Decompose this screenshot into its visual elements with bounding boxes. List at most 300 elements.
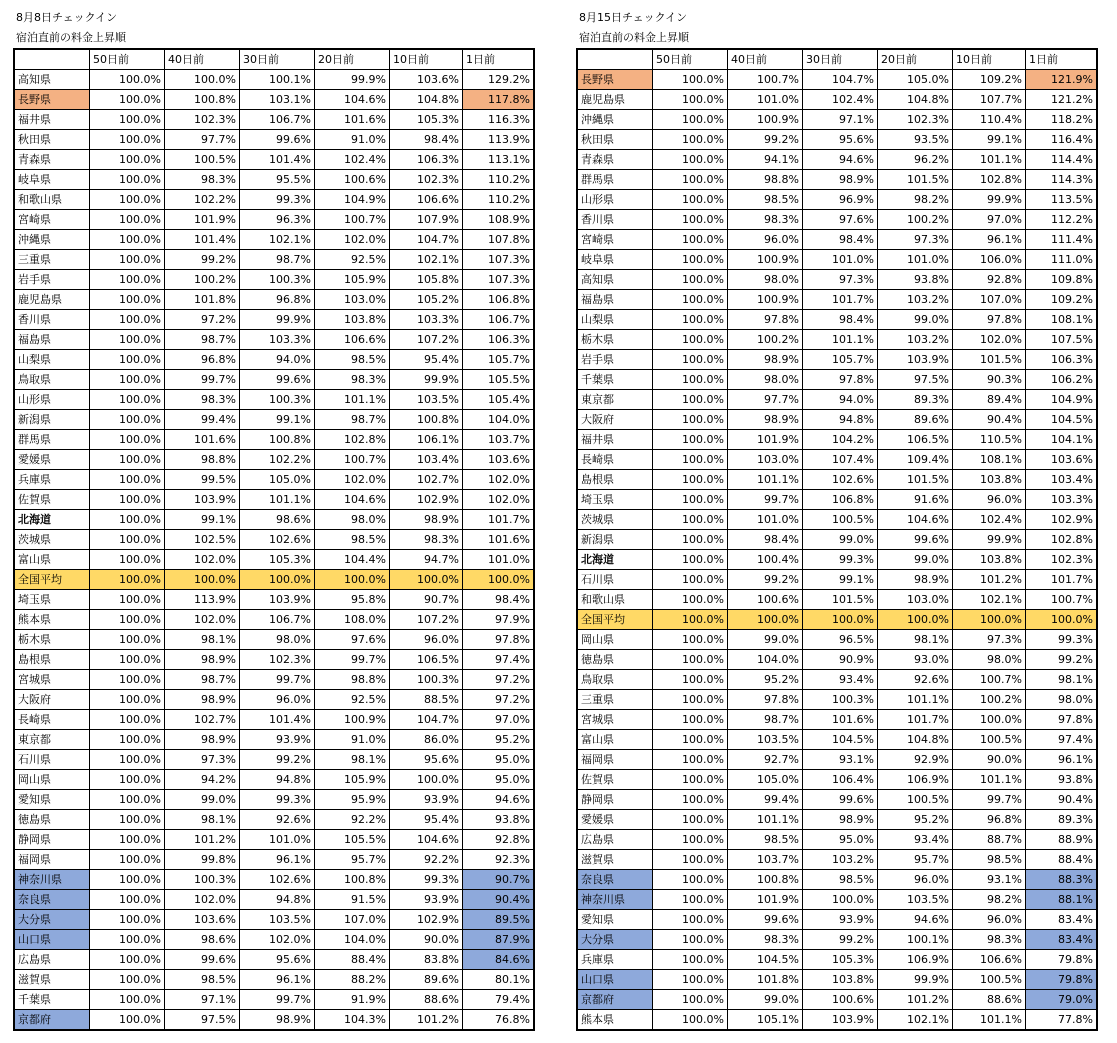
- value-cell: 104.4%: [315, 550, 390, 570]
- value-cell: 96.9%: [803, 190, 878, 210]
- value-cell: 109.4%: [878, 450, 953, 470]
- prefecture-cell: 鹿児島県: [14, 290, 90, 310]
- table-row: [14, 1010, 534, 1031]
- value-cell: 100.3%: [390, 670, 463, 690]
- value-cell: 100.0%: [90, 670, 165, 690]
- value-cell: 93.1%: [803, 750, 878, 770]
- prefecture-cell: 神奈川県: [577, 890, 653, 910]
- value-cell: 89.3%: [1026, 810, 1098, 830]
- value-cell: 100.2%: [165, 270, 240, 290]
- value-cell: 96.0%: [878, 870, 953, 890]
- value-cell: 97.4%: [1026, 730, 1098, 750]
- value-cell: 100.2%: [953, 690, 1026, 710]
- value-cell: 100.0%: [90, 650, 165, 670]
- table-row: [577, 690, 1097, 710]
- table-row: [14, 410, 534, 430]
- table-row: [14, 190, 534, 210]
- value-cell: 99.7%: [315, 650, 390, 670]
- value-cell: 100.0%: [90, 350, 165, 370]
- value-cell: 99.3%: [803, 550, 878, 570]
- prefecture-cell: 長野県: [577, 70, 653, 90]
- column-header: 10日前: [390, 49, 463, 70]
- value-cell: 100.0%: [90, 770, 165, 790]
- value-cell: 93.1%: [953, 870, 1026, 890]
- table-row: [577, 630, 1097, 650]
- value-cell: 102.8%: [953, 170, 1026, 190]
- table-row: [577, 890, 1097, 910]
- value-cell: 97.7%: [165, 130, 240, 150]
- value-cell: 92.8%: [953, 270, 1026, 290]
- value-cell: 104.0%: [315, 930, 390, 950]
- value-cell: 97.9%: [463, 610, 535, 630]
- value-cell: 97.3%: [165, 750, 240, 770]
- value-cell: 92.3%: [463, 850, 535, 870]
- value-cell: 103.2%: [878, 290, 953, 310]
- table-row: [577, 930, 1097, 950]
- header-row: [14, 49, 534, 70]
- value-cell: 93.9%: [240, 730, 315, 750]
- value-cell: 99.7%: [240, 990, 315, 1010]
- value-cell: 100.0%: [90, 750, 165, 770]
- value-cell: 100.0%: [90, 890, 165, 910]
- table-row: [14, 110, 534, 130]
- value-cell: 92.5%: [315, 690, 390, 710]
- value-cell: 100.0%: [653, 90, 728, 110]
- value-cell: 97.1%: [803, 110, 878, 130]
- value-cell: 107.3%: [463, 250, 535, 270]
- value-cell: 104.5%: [728, 950, 803, 970]
- value-cell: 98.9%: [728, 410, 803, 430]
- prefecture-cell: 香川県: [577, 210, 653, 230]
- value-cell: 98.0%: [315, 510, 390, 530]
- table-row: [14, 370, 534, 390]
- table-row: [577, 770, 1097, 790]
- value-cell: 101.0%: [240, 830, 315, 850]
- value-cell: 108.0%: [315, 610, 390, 630]
- value-cell: 100.7%: [315, 210, 390, 230]
- value-cell: 97.3%: [878, 230, 953, 250]
- value-cell: 100.3%: [803, 690, 878, 710]
- value-cell: 98.5%: [953, 850, 1026, 870]
- value-cell: 121.9%: [1026, 70, 1098, 90]
- table-row: [14, 570, 534, 590]
- value-cell: 96.1%: [240, 970, 315, 990]
- value-cell: 105.9%: [315, 770, 390, 790]
- value-cell: 89.5%: [463, 910, 535, 930]
- prefecture-cell: 長野県: [14, 90, 90, 110]
- value-cell: 91.5%: [315, 890, 390, 910]
- table-row: [577, 130, 1097, 150]
- prefecture-cell: 岩手県: [577, 350, 653, 370]
- value-cell: 98.4%: [390, 130, 463, 150]
- value-cell: 107.9%: [390, 210, 463, 230]
- value-cell: 101.6%: [315, 110, 390, 130]
- value-cell: 98.9%: [165, 730, 240, 750]
- value-cell: 103.8%: [803, 970, 878, 990]
- table-row: [14, 650, 534, 670]
- value-cell: 100.0%: [653, 510, 728, 530]
- value-cell: 101.0%: [803, 250, 878, 270]
- value-cell: 101.1%: [315, 390, 390, 410]
- value-cell: 103.9%: [878, 350, 953, 370]
- value-cell: 116.4%: [1026, 130, 1098, 150]
- value-cell: 107.3%: [463, 270, 535, 290]
- value-cell: 104.3%: [315, 1010, 390, 1031]
- value-cell: 100.0%: [90, 170, 165, 190]
- table-row: [577, 190, 1097, 210]
- table-row: [14, 850, 534, 870]
- value-cell: 100.0%: [653, 210, 728, 230]
- table-row: [577, 470, 1097, 490]
- value-cell: 100.0%: [653, 610, 728, 630]
- prefecture-cell: 滋賀県: [577, 850, 653, 870]
- value-cell: 110.4%: [953, 110, 1026, 130]
- value-cell: 101.1%: [953, 150, 1026, 170]
- value-cell: 104.6%: [390, 830, 463, 850]
- value-cell: 100.0%: [90, 190, 165, 210]
- value-cell: 106.3%: [463, 330, 535, 350]
- value-cell: 100.9%: [315, 710, 390, 730]
- value-cell: 100.0%: [90, 330, 165, 350]
- value-cell: 98.7%: [165, 670, 240, 690]
- value-cell: 100.0%: [653, 330, 728, 350]
- value-cell: 97.4%: [463, 650, 535, 670]
- value-cell: 100.0%: [90, 250, 165, 270]
- value-cell: 100.7%: [1026, 590, 1098, 610]
- prefecture-cell: 茨城県: [14, 530, 90, 550]
- value-cell: 99.9%: [315, 70, 390, 90]
- prefecture-cell: 福井県: [577, 430, 653, 450]
- value-cell: 107.2%: [390, 330, 463, 350]
- table-row: [14, 490, 534, 510]
- value-cell: 79.0%: [1026, 990, 1098, 1010]
- value-cell: 100.0%: [653, 650, 728, 670]
- value-cell: 104.5%: [803, 730, 878, 750]
- prefecture-cell: 全国平均: [14, 570, 90, 590]
- table-row: [577, 430, 1097, 450]
- value-cell: 101.6%: [803, 710, 878, 730]
- value-cell: 90.4%: [463, 890, 535, 910]
- value-cell: 103.9%: [803, 1010, 878, 1031]
- table-row: [577, 390, 1097, 410]
- value-cell: 107.4%: [803, 450, 878, 470]
- prefecture-cell: 徳島県: [577, 650, 653, 670]
- value-cell: 79.8%: [1026, 950, 1098, 970]
- value-cell: 100.0%: [90, 430, 165, 450]
- value-cell: 92.2%: [315, 810, 390, 830]
- value-cell: 102.0%: [463, 490, 535, 510]
- value-cell: 100.0%: [90, 710, 165, 730]
- value-cell: 100.7%: [315, 450, 390, 470]
- value-cell: 96.0%: [953, 490, 1026, 510]
- table-row: [577, 370, 1097, 390]
- value-cell: 102.1%: [240, 230, 315, 250]
- value-cell: 102.3%: [240, 650, 315, 670]
- value-cell: 100.0%: [1026, 610, 1098, 630]
- value-cell: 100.0%: [653, 630, 728, 650]
- table-row: [14, 210, 534, 230]
- value-cell: 100.8%: [390, 410, 463, 430]
- value-cell: 100.0%: [653, 810, 728, 830]
- value-cell: 102.1%: [953, 590, 1026, 610]
- prefecture-cell: 東京都: [14, 730, 90, 750]
- value-cell: 98.3%: [728, 210, 803, 230]
- value-cell: 96.8%: [240, 290, 315, 310]
- prefecture-cell: 徳島県: [14, 810, 90, 830]
- value-cell: 100.0%: [653, 390, 728, 410]
- value-cell: 105.2%: [390, 290, 463, 310]
- value-cell: 100.0%: [803, 890, 878, 910]
- value-cell: 99.7%: [240, 670, 315, 690]
- table-row: [577, 250, 1097, 270]
- column-header: 30日前: [240, 49, 315, 70]
- value-cell: 100.5%: [803, 510, 878, 530]
- table-row: [14, 510, 534, 530]
- value-cell: 99.8%: [165, 850, 240, 870]
- column-header: 50日前: [653, 49, 728, 70]
- value-cell: 103.3%: [1026, 490, 1098, 510]
- value-cell: 88.9%: [1026, 830, 1098, 850]
- value-cell: 101.1%: [953, 770, 1026, 790]
- value-cell: 94.0%: [803, 390, 878, 410]
- value-cell: 100.0%: [653, 430, 728, 450]
- table-row: [577, 530, 1097, 550]
- value-cell: 100.1%: [878, 930, 953, 950]
- value-cell: 101.5%: [878, 470, 953, 490]
- value-cell: 103.3%: [240, 330, 315, 350]
- value-cell: 98.3%: [953, 930, 1026, 950]
- prefecture-cell: 高知県: [577, 270, 653, 290]
- table-subtitle: 宿泊直前の料金上昇順: [16, 31, 126, 44]
- value-cell: 106.7%: [463, 310, 535, 330]
- header-corner: [577, 49, 653, 70]
- value-cell: 98.9%: [165, 650, 240, 670]
- prefecture-cell: 栃木県: [14, 630, 90, 650]
- prefecture-cell: 岐阜県: [577, 250, 653, 270]
- value-cell: 103.8%: [953, 470, 1026, 490]
- table-title: 8月15日チェックイン: [579, 11, 688, 24]
- prefecture-cell: 秋田県: [577, 130, 653, 150]
- value-cell: 106.2%: [1026, 370, 1098, 390]
- value-cell: 103.4%: [1026, 470, 1098, 490]
- value-cell: 100.0%: [653, 290, 728, 310]
- table-row: [14, 350, 534, 370]
- value-cell: 100.0%: [240, 570, 315, 590]
- value-cell: 100.0%: [653, 1010, 728, 1031]
- value-cell: 99.9%: [953, 190, 1026, 210]
- value-cell: 79.4%: [463, 990, 535, 1010]
- value-cell: 100.0%: [90, 130, 165, 150]
- value-cell: 99.6%: [240, 130, 315, 150]
- value-cell: 99.9%: [953, 530, 1026, 550]
- value-cell: 98.9%: [803, 810, 878, 830]
- value-cell: 97.0%: [953, 210, 1026, 230]
- table-row: [14, 250, 534, 270]
- table-row: [577, 310, 1097, 330]
- value-cell: 94.8%: [240, 770, 315, 790]
- value-cell: 99.9%: [390, 370, 463, 390]
- value-cell: 106.6%: [390, 190, 463, 210]
- price-table: [13, 48, 535, 1031]
- prefecture-cell: 鳥取県: [577, 670, 653, 690]
- value-cell: 106.9%: [878, 770, 953, 790]
- value-cell: 104.9%: [315, 190, 390, 210]
- prefecture-cell: 京都府: [14, 1010, 90, 1031]
- value-cell: 102.3%: [878, 110, 953, 130]
- value-cell: 103.6%: [390, 70, 463, 90]
- value-cell: 104.1%: [1026, 430, 1098, 450]
- value-cell: 101.8%: [165, 290, 240, 310]
- value-cell: 93.4%: [803, 670, 878, 690]
- value-cell: 93.9%: [390, 790, 463, 810]
- value-cell: 100.4%: [728, 550, 803, 570]
- value-cell: 102.6%: [240, 870, 315, 890]
- prefecture-cell: 秋田県: [14, 130, 90, 150]
- value-cell: 102.7%: [165, 710, 240, 730]
- value-cell: 94.6%: [463, 790, 535, 810]
- table-row: [14, 290, 534, 310]
- value-cell: 98.2%: [878, 190, 953, 210]
- value-cell: 92.7%: [728, 750, 803, 770]
- value-cell: 100.0%: [90, 410, 165, 430]
- value-cell: 98.9%: [803, 170, 878, 190]
- value-cell: 100.0%: [390, 570, 463, 590]
- value-cell: 96.5%: [803, 630, 878, 650]
- table-row: [577, 150, 1097, 170]
- value-cell: 99.1%: [165, 510, 240, 530]
- table-row: [577, 670, 1097, 690]
- value-cell: 83.4%: [1026, 910, 1098, 930]
- value-cell: 98.9%: [728, 350, 803, 370]
- value-cell: 98.8%: [315, 670, 390, 690]
- header-row: [577, 49, 1097, 70]
- value-cell: 88.3%: [1026, 870, 1098, 890]
- value-cell: 90.0%: [953, 750, 1026, 770]
- value-cell: 99.2%: [1026, 650, 1098, 670]
- value-cell: 105.5%: [315, 830, 390, 850]
- value-cell: 98.1%: [165, 630, 240, 650]
- value-cell: 106.0%: [953, 250, 1026, 270]
- value-cell: 103.5%: [878, 890, 953, 910]
- value-cell: 100.0%: [653, 550, 728, 570]
- table-row: [577, 450, 1097, 470]
- value-cell: 97.0%: [463, 710, 535, 730]
- value-cell: 92.6%: [878, 670, 953, 690]
- prefecture-cell: 三重県: [577, 690, 653, 710]
- table-row: [14, 670, 534, 690]
- value-cell: 100.0%: [653, 930, 728, 950]
- prefecture-cell: 福岡県: [14, 850, 90, 870]
- value-cell: 110.2%: [463, 170, 535, 190]
- value-cell: 102.4%: [803, 90, 878, 110]
- value-cell: 102.1%: [878, 1010, 953, 1031]
- value-cell: 80.1%: [463, 970, 535, 990]
- value-cell: 93.8%: [1026, 770, 1098, 790]
- value-cell: 98.0%: [240, 630, 315, 650]
- value-cell: 98.0%: [953, 650, 1026, 670]
- table-row: [14, 130, 534, 150]
- value-cell: 100.0%: [90, 270, 165, 290]
- value-cell: 94.7%: [390, 550, 463, 570]
- table-row: [14, 950, 534, 970]
- value-cell: 93.9%: [390, 890, 463, 910]
- value-cell: 90.9%: [803, 650, 878, 670]
- value-cell: 102.2%: [165, 190, 240, 210]
- prefecture-cell: 北海道: [14, 510, 90, 530]
- value-cell: 100.0%: [390, 770, 463, 790]
- value-cell: 100.0%: [653, 870, 728, 890]
- prefecture-cell: 山形県: [14, 390, 90, 410]
- value-cell: 100.2%: [728, 330, 803, 350]
- value-cell: 107.2%: [390, 610, 463, 630]
- value-cell: 99.7%: [165, 370, 240, 390]
- table-row: [577, 330, 1097, 350]
- value-cell: 102.0%: [315, 470, 390, 490]
- value-cell: 100.0%: [653, 750, 728, 770]
- table-block-aug15: [576, 8, 1098, 1031]
- value-cell: 100.0%: [90, 150, 165, 170]
- value-cell: 95.6%: [240, 950, 315, 970]
- value-cell: 129.2%: [463, 70, 535, 90]
- value-cell: 98.4%: [803, 310, 878, 330]
- prefecture-cell: 静岡県: [577, 790, 653, 810]
- value-cell: 100.0%: [90, 1010, 165, 1031]
- value-cell: 101.5%: [878, 170, 953, 190]
- value-cell: 100.0%: [653, 830, 728, 850]
- prefecture-cell: 千葉県: [14, 990, 90, 1010]
- header-corner: [14, 49, 90, 70]
- value-cell: 104.7%: [390, 710, 463, 730]
- column-header: 40日前: [728, 49, 803, 70]
- value-cell: 102.0%: [240, 930, 315, 950]
- value-cell: 83.8%: [390, 950, 463, 970]
- value-cell: 98.7%: [165, 330, 240, 350]
- value-cell: 100.0%: [90, 730, 165, 750]
- table-row: [577, 990, 1097, 1010]
- value-cell: 103.6%: [165, 910, 240, 930]
- table-row: [577, 950, 1097, 970]
- value-cell: 103.3%: [390, 310, 463, 330]
- value-cell: 107.0%: [315, 910, 390, 930]
- value-cell: 99.9%: [240, 310, 315, 330]
- value-cell: 100.0%: [90, 550, 165, 570]
- value-cell: 97.8%: [728, 310, 803, 330]
- value-cell: 101.2%: [878, 990, 953, 1010]
- value-cell: 90.3%: [953, 370, 1026, 390]
- value-cell: 98.6%: [165, 930, 240, 950]
- prefecture-cell: 奈良県: [577, 870, 653, 890]
- value-cell: 98.0%: [728, 270, 803, 290]
- value-cell: 101.4%: [240, 710, 315, 730]
- value-cell: 107.7%: [953, 90, 1026, 110]
- value-cell: 100.2%: [878, 210, 953, 230]
- value-cell: 100.0%: [653, 710, 728, 730]
- value-cell: 101.7%: [1026, 570, 1098, 590]
- table-row: [14, 470, 534, 490]
- value-cell: 102.6%: [240, 530, 315, 550]
- value-cell: 100.0%: [90, 690, 165, 710]
- value-cell: 89.4%: [953, 390, 1026, 410]
- table-row: [14, 890, 534, 910]
- prefecture-cell: 石川県: [14, 750, 90, 770]
- prefecture-cell: 宮崎県: [577, 230, 653, 250]
- table-row: [14, 970, 534, 990]
- value-cell: 97.6%: [315, 630, 390, 650]
- value-cell: 106.9%: [878, 950, 953, 970]
- value-cell: 100.0%: [90, 390, 165, 410]
- table-row: [14, 630, 534, 650]
- value-cell: 97.5%: [165, 1010, 240, 1031]
